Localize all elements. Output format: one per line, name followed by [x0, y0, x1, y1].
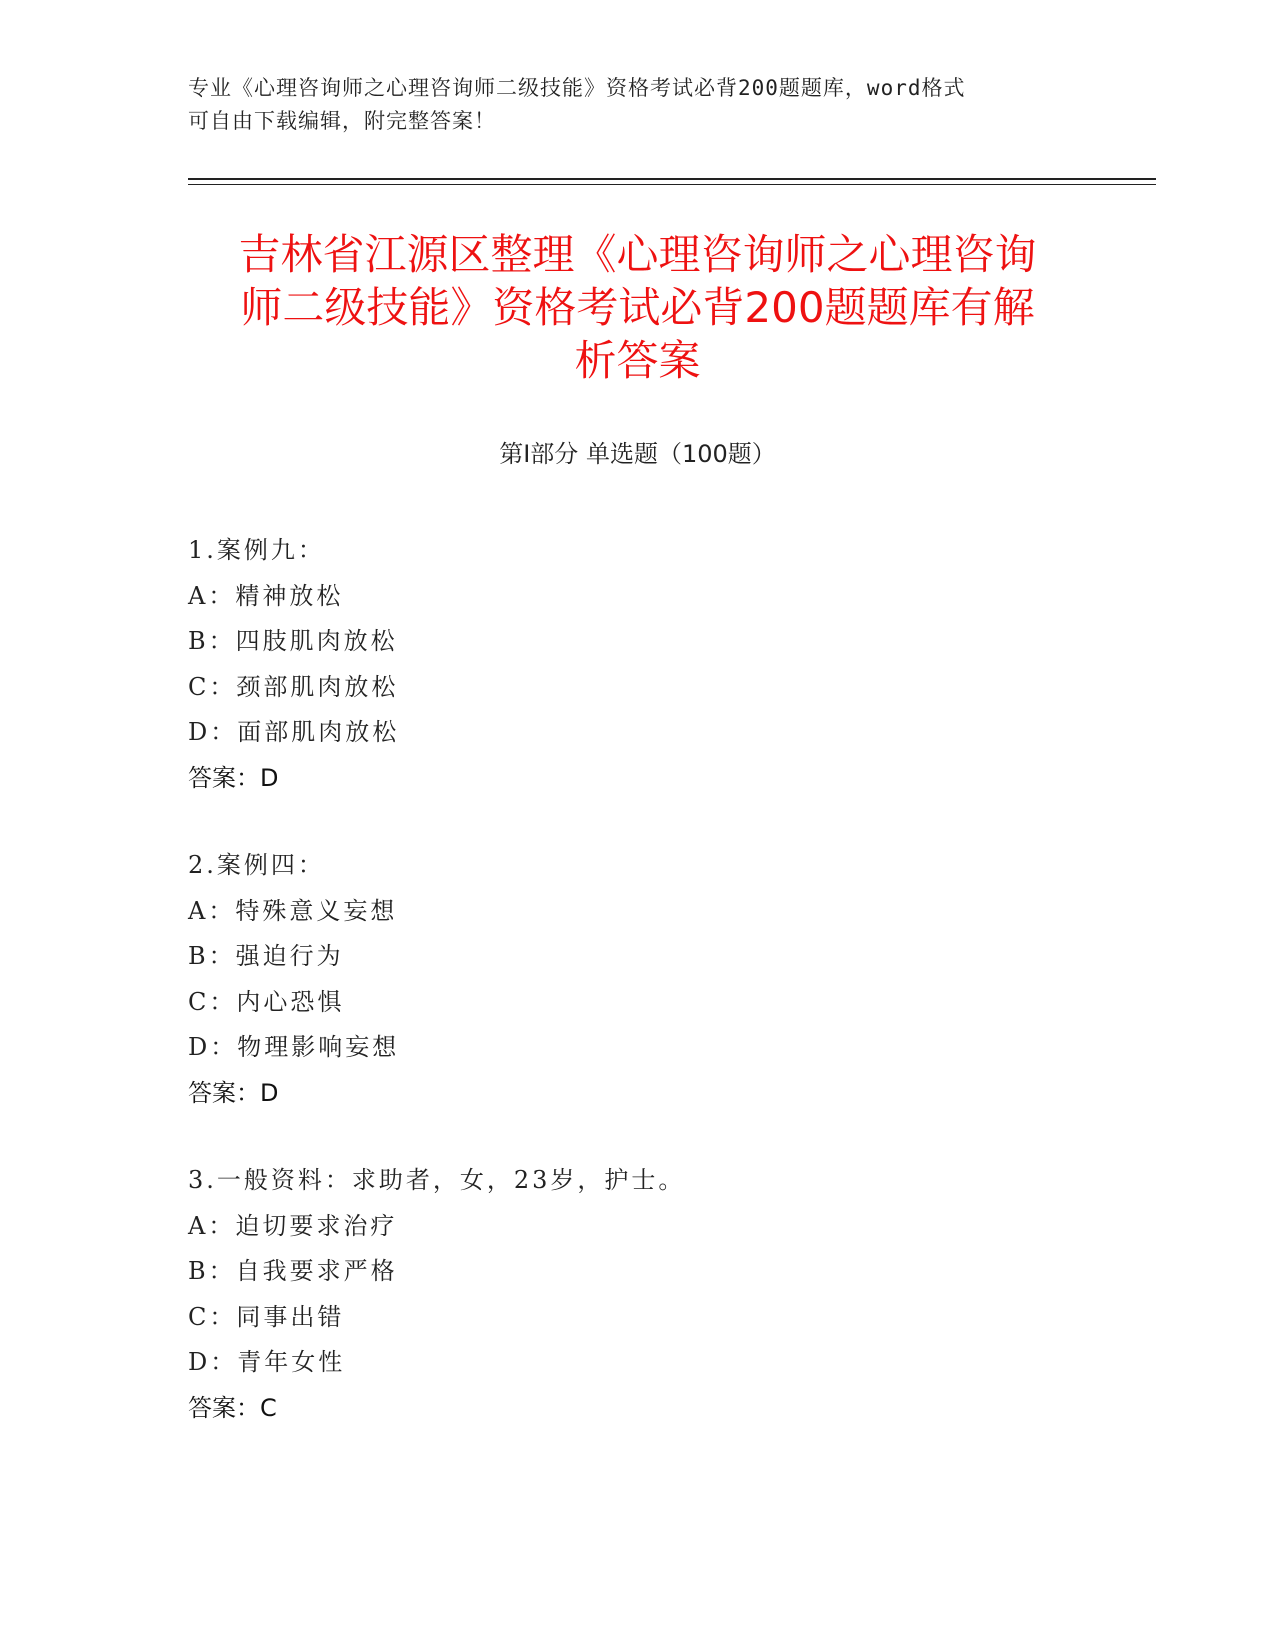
document-title-line-2: 师二级技能》资格考试必背200题题库有解	[240, 283, 1035, 332]
answer-label: 答案：C	[188, 1393, 277, 1422]
header-divider-thick	[188, 178, 1156, 180]
header-note-line-2: 可自由下载编辑，附完整答案！	[188, 109, 496, 133]
option-d: D：青年女性	[188, 1348, 346, 1376]
option-b: B：四肢肌肉放松	[188, 627, 398, 655]
question-stem: 2.案例四：	[188, 851, 325, 879]
section-title: 第Ⅰ部分 单选题（100题）	[499, 440, 776, 468]
question-stem: 1.案例九：	[188, 536, 325, 564]
document-title	[190, 228, 1085, 387]
answer-label: 答案：D	[188, 763, 279, 792]
question-stem: 3.一般资料：求助者，女，23岁，护士。	[188, 1166, 686, 1194]
option-d: D：面部肌肉放松	[188, 718, 400, 746]
option-d: D：物理影响妄想	[188, 1033, 400, 1061]
question-list	[188, 528, 1088, 1473]
document-title-line-1: 吉林省江源区整理《心理咨询师之心理咨询	[238, 230, 1037, 279]
header-note	[188, 72, 1068, 138]
option-a: A：特殊意义妄想	[188, 896, 398, 925]
option-c: C：同事出错	[188, 1302, 345, 1331]
question-item	[188, 1158, 1088, 1431]
option-b: B：自我要求严格	[188, 1257, 398, 1285]
header-divider-thin	[188, 184, 1156, 185]
document-title-line-3: 析答案	[574, 336, 701, 385]
question-item	[188, 843, 1088, 1116]
option-a: A：精神放松	[188, 581, 344, 610]
question-item	[188, 528, 1088, 801]
answer-label: 答案：D	[188, 1078, 279, 1107]
option-a: A：迫切要求治疗	[188, 1211, 398, 1240]
header-note-line-1: 专业《心理咨询师之心理咨询师二级技能》资格考试必背200题题库，word格式	[188, 76, 966, 100]
option-b: B：强迫行为	[188, 942, 344, 970]
option-c: C：颈部肌肉放松	[188, 672, 399, 701]
option-c: C：内心恐惧	[188, 987, 345, 1016]
